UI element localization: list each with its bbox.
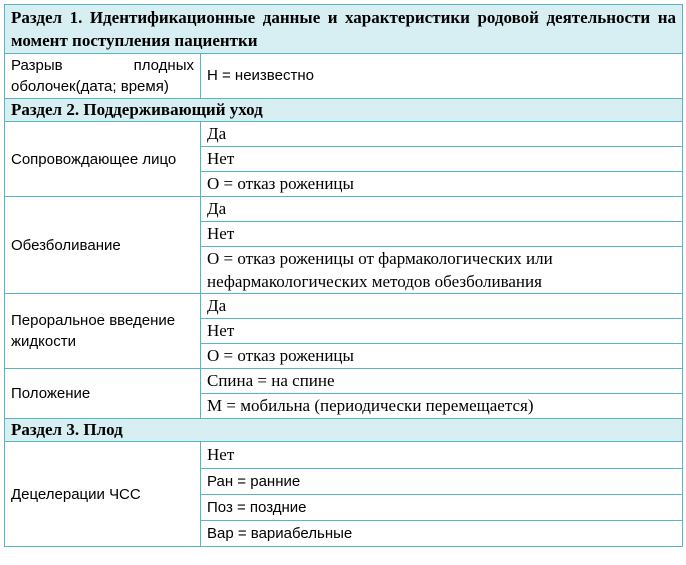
row-label-companion: Сопровождающее лицо	[5, 122, 201, 197]
row-value: Н = неизвестно	[201, 54, 683, 99]
row-value: Нет	[201, 147, 683, 172]
table-row	[5, 294, 683, 319]
row-value: Нет	[201, 319, 683, 344]
row-label-membrane-rupture: Разрыв плодных оболочек(дата; время)	[5, 54, 201, 99]
row-value: Нет	[201, 222, 683, 247]
row-value: Поз = поздние	[201, 495, 683, 521]
row-label-pain-relief: Обезболивание	[5, 197, 201, 294]
row-label-fhr-decelerations: Децелерации ЧСС	[5, 442, 201, 547]
row-value: О = отказ роженицы	[201, 172, 683, 197]
table-row	[5, 122, 683, 147]
section-3-header	[5, 419, 683, 442]
table-row	[5, 197, 683, 222]
table-row	[5, 369, 683, 394]
row-value: О = отказ роженицы от фармакологических или нефармакологических методов обезболивания	[201, 247, 683, 294]
row-value: Да	[201, 122, 683, 147]
row-label-position: Положение	[5, 369, 201, 419]
row-value: Да	[201, 197, 683, 222]
row-value: Ран = ранние	[201, 469, 683, 495]
table-row	[5, 54, 683, 99]
table-row	[5, 442, 683, 469]
section-1-header	[5, 5, 683, 54]
row-value: М = мобильна (периодически перемещается)	[201, 394, 683, 419]
section-3-title: Раздел 3. Плод	[5, 419, 683, 442]
row-value: Спина = на спине	[201, 369, 683, 394]
section-2-title: Раздел 2. Поддерживающий уход	[5, 99, 683, 122]
section-2-header	[5, 99, 683, 122]
row-value: О = отказ роженицы	[201, 344, 683, 369]
row-label-oral-fluids: Пероральное введение жидкости	[5, 294, 201, 369]
partograph-table	[4, 4, 683, 547]
row-value: Нет	[201, 442, 683, 469]
row-value: Вар = вариабельные	[201, 521, 683, 547]
row-value: Да	[201, 294, 683, 319]
section-1-title: Раздел 1. Идентификационные данные и характеристики родовой деятельности на момент поступления пациентки	[5, 5, 683, 54]
